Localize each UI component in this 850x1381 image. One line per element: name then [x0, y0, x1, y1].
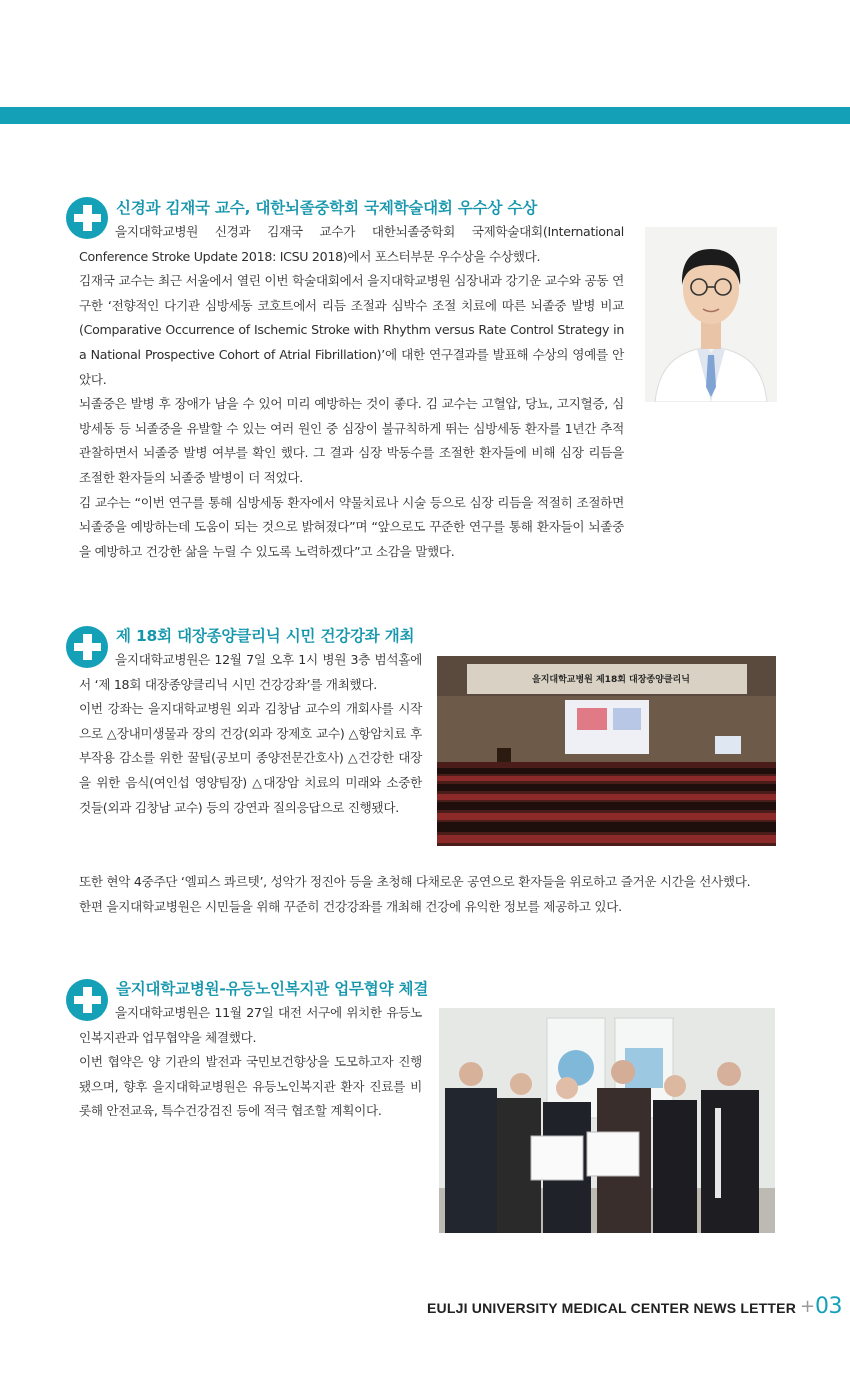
article-body: [79, 1001, 422, 1124]
footer-brand: EULJI UNIVERSITY MEDICAL CENTER NEWS LETTER: [427, 1300, 797, 1316]
top-accent-band: [0, 107, 850, 124]
paragraph: 김재국 교수는 최근 서울에서 열린 이번 학술대회에서 을지대학교병원 심장내과 강기운 교수와 공동 연구한 ‘전향적인 다기관 심방세동 코호트에서 리듬 조절과 심박수 조절 치료에 따른 뇌졸중 발병 비교(Comparative Occurrence of Ischemic Stroke with Rhythm versus Rate Control Strategy in a National Prospective Cohort of Atrial Fibrillation)’에 대한 연구결과를 발표해 수상의 영예를 안았다.: [79, 273, 624, 387]
page-number: 03: [815, 1294, 842, 1319]
paragraph: 을지대학교병원 신경과 김재국 교수가 대한뇌졸중학회 국제학술대회(International Conference Stroke Update 2018: ICSU 2018)에서 포스터부문 우수상을 수상했다.: [79, 224, 624, 264]
paragraph: 이번 강좌는 을지대학교병원 외과 김창남 교수의 개회사를 시작으로 △장내미생물과 장의 건강(외과 장제호 교수) △항암치료 후 부작용 감소를 위한 꿀팁(공보미 종양전문간호사) △건강한 대장을 위한 음식(여인섭 영양팀장) △대장암 치료의 미래와 소중한 것들(외과 김창남 교수) 등의 강연과 질의응답으로 진행됐다.: [79, 701, 422, 815]
paragraph: 을지대학교병원은 11월 27일 대전 서구에 위치한 유등노인복지관과 업무협약을 체결했다.: [79, 1005, 422, 1045]
paragraph: 을지대학교병원은 12월 7일 오후 1시 병원 3층 범석홀에서 ‘제 18회 대장종양클리닉 시민 건강강좌’를 개최했다.: [79, 652, 422, 692]
banner-text: 을지대학교병원 제18회 대장종양클리닉: [532, 675, 690, 685]
lecture-hall-photo: [437, 656, 776, 846]
agreement-group-photo: [439, 1008, 775, 1233]
paragraph: 한편 을지대학교병원은 시민들을 위해 꾸준히 건강강좌를 개최해 건강에 유익한 정보를 제공하고 있다.: [79, 898, 622, 914]
paragraph: 뇌졸중은 발병 후 장애가 남을 수 있어 미리 예방하는 것이 좋다. 김 교수는 고혈압, 당뇨, 고지혈증, 심방세동 등 뇌졸중을 유발할 수 있는 여러 원인 중 심장이 불규칙하게 뛰는 심방세동 환자를 1년간 추적 관찰하면서 뇌졸중 발병 여부를 확인 했다. 그 결과 심장 박동수를 조절한 환자들에 비해 심장 리듬을 조절한 환자들의 뇌졸중 발병이 더 적었다.: [79, 396, 624, 485]
article-body: [79, 220, 624, 564]
article-body-narrow: [79, 648, 422, 820]
article-title: 을지대학교병원-유등노인복지관 업무협약 체결: [116, 980, 429, 998]
article-title: 제 18회 대장종양클리닉 시민 건강강좌 개최: [116, 627, 415, 645]
footer-plus: +: [800, 1296, 816, 1317]
article-title: 신경과 김재국 교수, 대한뇌졸중학회 국제학술대회 우수상 수상: [116, 199, 537, 217]
paragraph: 김 교수는 “이번 연구를 통해 심방세동 환자에서 약물치료나 시술 등으로 심장 리듬을 적절히 조절하면 뇌졸중을 예방하는데 도움이 되는 것으로 밝혀졌다”며 “앞으로도 꾸준한 연구를 통해 환자들이 뇌졸중을 예방하고 건강한 삶을 누릴 수 있도록 노력하겠다”고 소감을 말했다.: [79, 494, 624, 559]
article-body-wide: [79, 870, 774, 919]
portrait-photo: [645, 227, 777, 402]
paragraph: 또한 현악 4중주단 ‘엘피스 콰르텟’, 성악가 정진아 등을 초청해 다채로운 공연으로 환자들을 위로하고 즐거운 시간을 선사했다.: [79, 874, 751, 889]
paragraph: 이번 협약은 양 기관의 발전과 국민보건향상을 도모하고자 진행됐으며, 향후 을지대학교병원은 유등노인복지관 환자 진료를 비롯해 안전교육, 특수건강검진 등에 적극 협조할 계획이다.: [79, 1054, 422, 1119]
